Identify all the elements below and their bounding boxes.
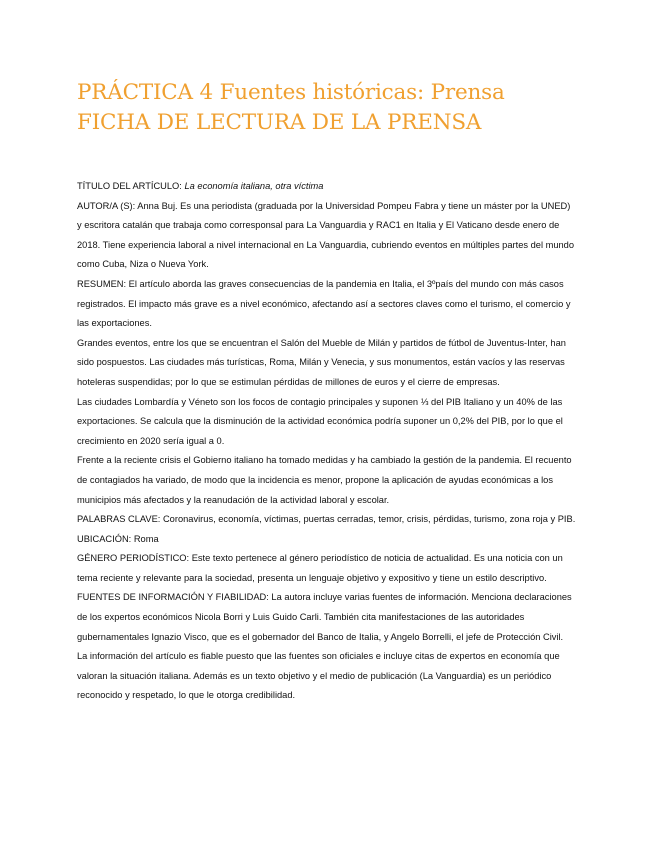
- fuentes-paragraph: La información del artículo es fiable puesto que las fuentes son oficiales e incluye citas de expertos en economía que valoran la situación italiana. Además es un texto objetivo y el medio de publicación (La Vanguardia) es un periódico reconocido y respetado, lo que le otorga credibilidad.: [77, 651, 560, 701]
- field-label: GÉNERO PERIODÍSTICO:: [77, 553, 190, 564]
- field-titulo: [77, 177, 577, 197]
- field-label: PALABRAS CLAVE:: [77, 514, 161, 525]
- field-label: RESUMEN:: [77, 278, 127, 289]
- field-label: TÍTULO DEL ARTÍCULO:: [77, 181, 182, 191]
- field-value: Roma: [133, 533, 159, 544]
- field-genero: [77, 549, 577, 588]
- document-title: [77, 78, 597, 138]
- field-autor: [77, 197, 577, 275]
- title-line-ficha: FICHA DE LECTURA DE LA PRENSA: [77, 110, 482, 135]
- title-line-practica: PRÁCTICA 4 Fuentes históricas: Prensa: [77, 80, 505, 105]
- resumen-paragraph: Las ciudades Lombardía y Véneto son los focos de contagio principales y suponen ⅓ del PIB Italiano y un 40% de las exportaciones. Se calcula que la disminución de la actividad económica podría suponer un 0,2% del PIB, por lo que el crecimiento en 2020 sería igual a 0.: [77, 396, 563, 446]
- reading-sheet-body: [77, 177, 577, 706]
- field-value: Este texto pertenece al género periodístico de noticia de actualidad. Es una noticia con un tema reciente y relevante para la sociedad, presenta un lenguaje objetivo y expositivo y tiene un estilo descriptivo.: [77, 553, 563, 583]
- field-resumen: [77, 275, 577, 334]
- field-palabras-clave: [77, 510, 577, 530]
- field-label: UBICACIÓN:: [77, 533, 132, 544]
- field-value: La autora incluye varias fuentes de información. Menciona declaraciones de los expertos económicos Nicola Borri y Luis Guido Carli. También cita manifestaciones de las autoridades gubernamentales Ignazio Visco, que es el gobernador del Banco de Italia, y Angelo Borrelli, el jefe de Protección Civil.: [77, 592, 572, 642]
- field-value: Coronavirus, economía, víctimas, puertas cerradas, temor, crisis, pérdidas, turismo, zona roja y PIB.: [162, 514, 576, 525]
- field-label: FUENTES DE INFORMACIÓN Y FIABILIDAD:: [77, 592, 269, 603]
- field-ubicacion: [77, 530, 577, 550]
- resumen-paragraph: Frente a la reciente crisis el Gobierno italiano ha tomado medidas y ha cambiado la gestión de la pandemia. El recuento de contagiados ha variado, de modo que la incidencia es menor, propone la aplicación de ayudas económicas a los municipios más afectados y la reanudación de la actividad laboral y escolar.: [77, 455, 572, 505]
- field-value: La economía italiana, otra víctima: [184, 181, 324, 191]
- field-fuentes: [77, 588, 577, 647]
- field-value: Anna Buj. Es una periodista (graduada por la Universidad Pompeu Fabra y tiene un máster por la UNED) y escritora catalán que trabaja como corresponsal para La Vanguardia y RAC1 en Italia y El Vaticano desde enero de 2018. Tiene experiencia laboral a nivel internacional en La Vanguardia, cubriendo eventos en múltiples partes del mundo como Cuba, Niza o Nueva York.: [77, 200, 575, 270]
- field-label: AUTOR/A (S):: [77, 200, 136, 211]
- resumen-paragraph: Grandes eventos, entre los que se encuentran el Salón del Mueble de Milán y partidos de fútbol de Juventus-Inter, han sido pospuestos. Las ciudades más turísticas, Roma, Milán y Venecia, y sus monumentos, están vacíos y las reservas hoteleras suspendidas; por lo que se estimulan pérdidas de millones de euros y el cierre de empresas.: [77, 337, 566, 387]
- field-value: El artículo aborda las graves consecuencias de la pandemia en Italia, el 3ºpaís del mundo con más casos registrados. El impacto más grave es a nivel económico, afectando así a sectores claves como el turismo, el comercio y las exportaciones.: [77, 278, 571, 329]
